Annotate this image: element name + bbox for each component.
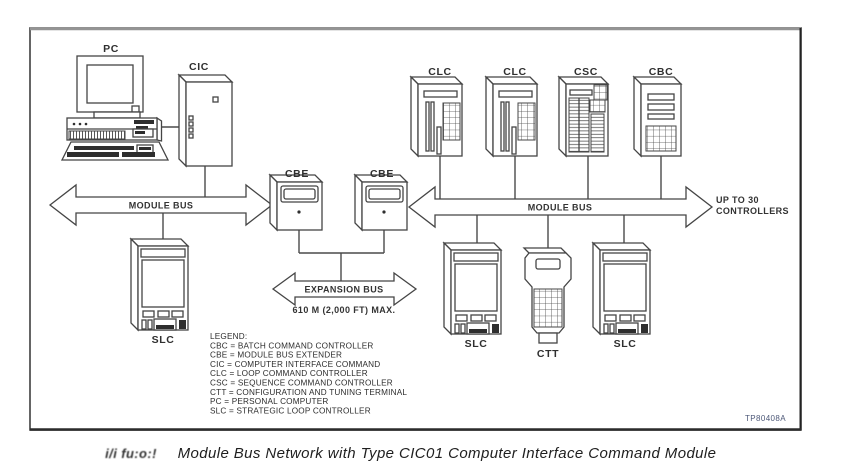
legend-entry: CTT = CONFIGURATION AND TUNING TERMINAL [210,387,408,397]
clc1-drawing [411,77,462,156]
cic-label: CIC [189,61,209,73]
module-bus-left-label: MODULE BUS [128,200,194,211]
pc-label: PC [103,43,119,55]
slc-bottom1-label: SLC [464,338,488,350]
slc-bottom2-drawing [593,243,650,334]
module-bus-right-label: MODULE BUS [527,202,593,213]
cbe-left-label: CBE [285,168,309,180]
reference-code: TP80408A [744,414,786,423]
clc2-label: CLC [503,66,527,78]
slc-bottom1-drawing [444,243,501,334]
cbe-left-drawing [270,175,322,230]
controllers-note-line2: CONTROLLERS [716,206,789,216]
legend-title: LEGEND: [210,332,248,341]
legend-entry: PC = PERSONAL COMPUTER [210,397,329,407]
caption-garbled-prefix: i/i fu:o:! [105,446,157,461]
csc-label: CSC [574,66,598,78]
legend-entry: CSC = SEQUENCE COMMAND CONTROLLER [210,378,393,388]
legend-entry: CIC = COMPUTER INTERFACE COMMAND [210,359,381,369]
cic-module-drawing [179,75,232,166]
slc-left-drawing [131,239,188,330]
ctt-label: CTT [536,348,560,360]
clc1-label: CLC [428,66,452,78]
csc-drawing [559,77,608,156]
figure-caption [105,445,716,462]
controllers-note-line1: UP TO 30 [716,195,759,205]
slc-bottom2-label: SLC [613,338,637,350]
legend-entry: CBE = MODULE BUS EXTENDER [210,350,343,360]
cbc-label: CBC [648,66,674,78]
cbc-drawing [634,77,681,156]
cbe-right-label: CBE [370,168,394,180]
legend-entry: CLC = LOOP COMMAND CONTROLLER [210,369,368,379]
legend-entry: SLC = STRATEGIC LOOP CONTROLLER [210,406,371,416]
cbe-right-drawing [355,175,407,230]
caption-text: Module Bus Network with Type CIC01 Computer Interface Command Module [177,445,717,462]
legend-entry: CBC = BATCH COMMAND CONTROLLER [210,341,374,351]
expansion-bus-limit: 610 M (2,000 FT) MAX. [292,305,396,315]
slc-left-label: SLC [151,334,175,346]
clc2-drawing [486,77,537,156]
expansion-bus-label: EXPANSION BUS [304,284,384,295]
